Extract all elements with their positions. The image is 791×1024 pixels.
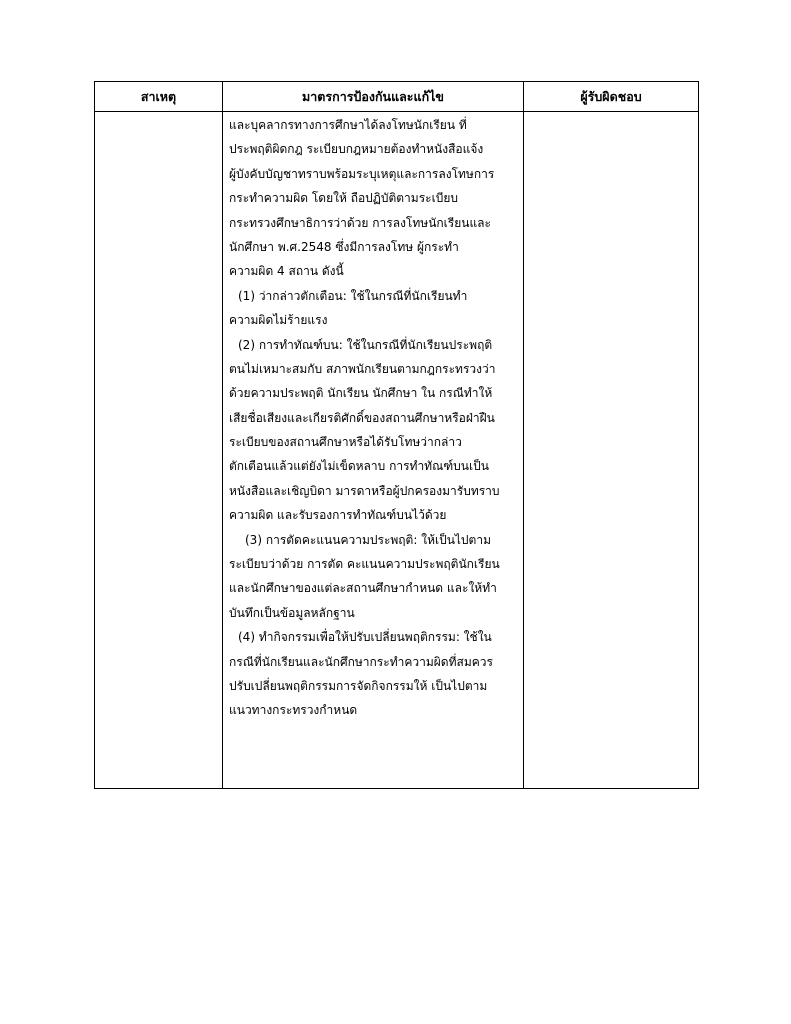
measure-line: ความผิด และรับรองการทำทัณฑ์บนไว้ด้วย [229, 508, 447, 523]
measure-line: ระเบียบว่าด้วย การตัด คะแนนความประพฤตินักเรียน [229, 557, 500, 572]
measure-line: นักศึกษา พ.ศ.2548 ซึ่งมีการลงโทษ ผู้กระทำ [229, 239, 459, 254]
measure-line: ความผิด 4 สถาน ดังนี้ [229, 264, 344, 279]
measures-cell [229, 113, 519, 723]
measure-line: กระทรวงศึกษาธิการว่าด้วย การลงโทษนักเรียนและ [229, 215, 491, 230]
measure-line: (2) การทำทัณฑ์บน: ใช้ในกรณีที่นักเรียนประพฤติ [238, 337, 493, 352]
measure-line: ผู้บังคับบัญชาทราบพร้อมระบุเหตุและการลงโทษการ [229, 166, 495, 181]
column-divider [222, 82, 223, 788]
measure-line: และนักศึกษาของแต่ละสถานศึกษากำหนด และให้ทำ [229, 581, 497, 596]
measure-line: ปรับเปลี่ยนพฤติกรรมการจัดกิจกรรมให้ เป็นไปตาม [229, 678, 488, 693]
measure-line: กระทำความผิด โดยให้ ถือปฏิบัติตามระเบียบ [229, 191, 458, 206]
measure-line: (3) การตัดคะแนนความประพฤติ: ให้เป็นไปตาม [245, 532, 491, 547]
measure-line: (1) ว่ากล่าวตักเตือน: ใช้ในกรณีที่นักเรียนทำ [238, 288, 468, 303]
measure-line: ประพฤติผิดกฎ ระเบียบกฎหมายต้องทำหนังสือแจ้ง [229, 142, 484, 157]
responsible-cell [524, 112, 698, 788]
measure-line: ด้วยความประพฤติ นักเรียน นักศึกษา ใน กรณีทำให้ [229, 386, 493, 401]
cause-cell [95, 112, 222, 788]
measure-line: (4) ทำกิจกรรมเพื่อให้ปรับเปลี่ยนพฤติกรรม: ใช้ใน [238, 630, 492, 645]
measure-line: บันทึกเป็นข้อมูลหลักฐาน [229, 605, 355, 620]
measure-line: ตักเตือนแล้วแต่ยังไม่เข็ดหลาบ การทำทัณฑ์บนเป็น [229, 459, 489, 474]
header-responsible: ผู้รับผิดชอบ [580, 89, 642, 104]
measure-line: กรณีที่นักเรียนและนักศึกษากระทำความผิดที่สมควร [229, 654, 493, 669]
measure-line: เสียชื่อเสียงและเกียรติศักดิ์ของสถานศึกษาหรือฝ่าฝืน [229, 410, 495, 425]
measures-table [94, 81, 699, 789]
measure-line: ความผิดไม่ร้ายแรง [229, 313, 328, 328]
measure-line: ตนไม่เหมาะสมกับ สภาพนักเรียนตามกฎกระทรวงว่า [229, 361, 496, 376]
header-measures: มาตรการป้องกันและแก้ไข [302, 89, 444, 104]
measure-line: ระเบียบของสถานศึกษาหรือได้รับโทษว่ากล่าว [229, 435, 462, 450]
header-cause: สาเหตุ [140, 89, 177, 104]
measure-line: และบุคลากรทางการศึกษาได้ลงโทษนักเรียน ที่ [229, 118, 467, 132]
measure-line: หนังสือและเชิญบิดา มารดาหรือผู้ปกครองมารับทราบ [229, 483, 500, 498]
measure-line: แนวทางกระทรวงกำหนด [229, 703, 358, 718]
